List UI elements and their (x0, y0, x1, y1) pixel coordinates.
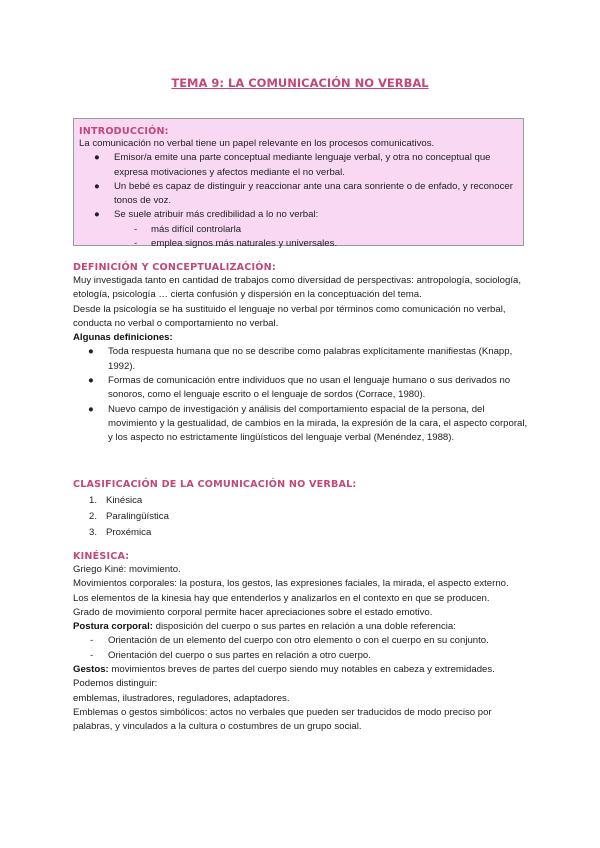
emblemas-paragraph: Emblemas o gestos simbólicos: actos no verbales que pueden ser traducidos de modo preciso por palabras, y vinculados a la cultura o costumbres de un grupo social. (73, 706, 492, 733)
gestos-line: emblemas, ilustradores, reguladores, adaptadores. (73, 692, 290, 704)
gestos-paragraph (73, 663, 533, 692)
dash-icon: - (134, 223, 138, 235)
intro-box (73, 118, 524, 250)
list-item: 1. Kinésica (89, 495, 143, 506)
list-item: ● Un bebé es capaz de distinguir y reaccionar ante una cara sonriente o de enfado, y reconocer tonos de voz. (94, 180, 513, 207)
kinesica-line: Movimientos corporales: la postura, los gestos, las expresiones faciales, la mirada, el aspecto externo. (73, 578, 509, 590)
list-item: 2. Paralingüística (89, 511, 169, 522)
bullet-icon: ● (88, 375, 94, 387)
bullet-icon: ● (94, 180, 100, 192)
intro-heading: INTRODUCCIÓN: (79, 126, 169, 137)
clasificacion-list (73, 493, 533, 541)
definicion-heading: DEFINICIÓN Y CONCEPTUALIZACIÓN: (73, 262, 276, 273)
intro-sublist (79, 223, 518, 252)
list-item: 3. Proxémica (89, 527, 152, 538)
definiciones-list (73, 345, 533, 445)
definiciones-subheading: Algunas definiciones: (73, 332, 173, 344)
postura-label: Postura corporal: (73, 621, 153, 633)
dash-icon: - (134, 238, 138, 250)
kinesica-heading: KINÉSICA: (73, 551, 130, 562)
intro-text: La comunicación no verbal tiene un papel relevante en los procesos comunicativos. (79, 138, 435, 149)
bullet-icon: ● (88, 403, 94, 415)
list-item: - Orientación de un elemento del cuerpo con otro elemento o con el cuerpo en su conjunto. (73, 634, 533, 648)
kinesica-line: Griego Kiné: movimiento. (73, 564, 181, 575)
list-item: ● Toda respuesta humana que no se describe como palabras explícitamente manifiestas (Knapp, 1992). (88, 346, 513, 372)
dash-icon: - (90, 635, 94, 647)
list-item: - más difícil controlarla (79, 223, 518, 237)
list-item: ● Se suele atribuir más credibilidad a lo no verbal: (79, 208, 518, 222)
list-item: ● Formas de comunicación entre individuos que no usan el lenguaje humano o sus derivados no sonoros, como el lenguaje escrito o el lenguaje de sordos (Corrace, 1980). (88, 375, 511, 401)
kinesica-line: Grado de movimiento corporal permite hacer apreciaciones sobre el estado emotivo. (73, 606, 433, 618)
list-item: ● Nuevo campo de investigación y análisis del comportamiento espacial de la persona, del movimiento y la gestualidad, de cambios en la mirada, la expresión de la cara, el aspecto corporal, y los aspecto no estrictamente lingüísticos del lenguaje verbal (Menéndez, 1988). (88, 403, 528, 444)
bullet-icon: ● (94, 152, 100, 164)
clasificacion-section (73, 479, 533, 541)
clasificacion-heading: CLASIFICACIÓN DE LA COMUNICACIÓN NO VERBAL: (73, 479, 357, 490)
bullet-icon: ● (94, 209, 100, 221)
definicion-p1: Muy investigada tanto en cantidad de trabajos como diversidad de perspectivas: antropología, sociología, etología, psicología … cierta confusión y dispersión en la conceptuación del tema. (73, 275, 521, 301)
postura-paragraph (73, 620, 533, 634)
kinesica-section (73, 551, 533, 735)
list-item: ● Emisor/a emite una parte conceptual mediante lenguaje verbal, y otra no conceptual que expresa motivaciones y afectos mediante el no verbal. (94, 152, 491, 178)
definicion-section (73, 262, 533, 446)
list-item: - emplea signos más naturales y universales. (79, 237, 518, 251)
dash-icon: - (90, 649, 94, 661)
definicion-p2: Desde la psicología se ha sustituido el lenguaje no verbal por términos como comunicación no verbal, conducta no verbal o comportamiento no verbal. (73, 303, 506, 329)
bullet-icon: ● (88, 346, 94, 358)
intro-bullets (79, 151, 518, 222)
postura-text: disposición del cuerpo o sus partes en relación a una doble referencia: (152, 621, 456, 633)
gestos-label: Gestos: (73, 664, 109, 676)
gestos-text: movimientos breves de partes del cuerpo siendo muy notables en cabeza y extremidades. Podemos distinguir: (73, 664, 495, 690)
page-title: TEMA 9: LA COMUNICACIÓN NO VERBAL (171, 76, 429, 90)
postura-list (73, 634, 533, 663)
kinesica-line: Los elementos de la kinesia hay que entenderlos y analizarlos en el contexto en que se producen. (73, 592, 490, 604)
list-item: - Orientación del cuerpo o sus partes en relación a otro cuerpo. (73, 649, 533, 663)
